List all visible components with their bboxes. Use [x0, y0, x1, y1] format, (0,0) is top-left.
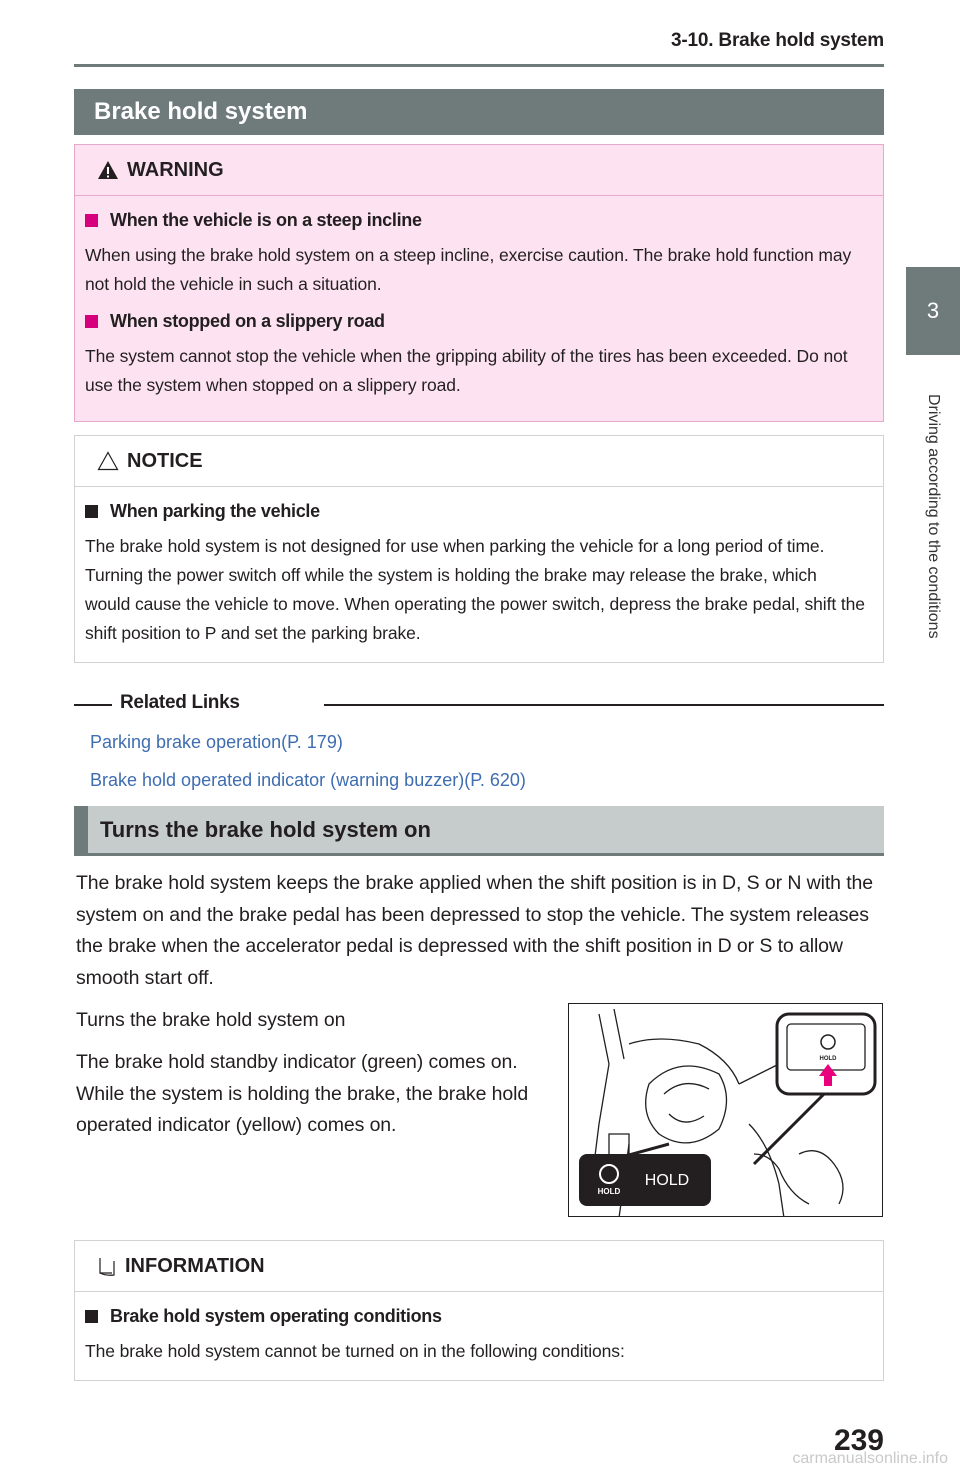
chapter-tab[interactable] [906, 267, 960, 355]
section-header-title: 3-10. Brake hold system [671, 30, 884, 51]
header-rule [74, 64, 884, 67]
warning-item-text: When using the brake hold system on a steep incline, exercise caution. The brake hold function may not hold the vehicle in such a situation. [85, 245, 852, 294]
warning-heading: WARNING [75, 145, 883, 196]
bullet-square-icon [85, 315, 98, 328]
notice-item-title: When parking the vehicle [85, 501, 865, 522]
svg-text:HOLD: HOLD [597, 1187, 621, 1196]
information-item-title: Brake hold system operating conditions [85, 1306, 865, 1327]
detail-paragraph: The brake hold standby indicator (green) comes on. While the system is holding the brake, the brake hold operated indicator (yellow) comes on. [76, 1051, 529, 1136]
bullet-square-icon [85, 505, 98, 518]
related-link-parking-brake[interactable]: Parking brake operation(P. 179) [90, 732, 343, 752]
intro-paragraph: The brake hold system keeps the brake applied when the shift position is in D, S or N with the system on and the brake pedal has been depressed to stop the vehicle. The system releases the brake when the accelerator pedal is depressed with the shift position in D or S to allow smooth start off. [76, 872, 874, 989]
related-links-header: Related Links [74, 692, 884, 718]
hold-indicator-text: HOLD [644, 1172, 690, 1189]
information-note-icon [97, 1255, 117, 1277]
page-title: Brake hold system [74, 89, 884, 135]
warning-item-text: The system cannot stop the vehicle when the gripping ability of the tires has been exceeded. Do not use the system when stopped on a slippery road. [85, 346, 848, 395]
information-box [74, 1240, 884, 1381]
notice-box [74, 435, 884, 663]
warning-item-title: When the vehicle is on a steep incline [85, 210, 865, 231]
notice-triangle-icon [97, 451, 119, 471]
warning-triangle-icon [97, 160, 119, 180]
bullet-square-icon [85, 214, 98, 227]
information-item-text: The brake hold system cannot be turned on in the following conditions: [85, 1341, 625, 1361]
notice-heading: NOTICE [75, 436, 883, 487]
subsection-title: Turns the brake hold system on [74, 806, 884, 856]
dashboard-illustration [569, 1004, 883, 1217]
chapter-number: 3 [926, 298, 940, 323]
warning-box [74, 144, 884, 422]
step-text: Turns the brake hold system on [76, 1009, 346, 1031]
brake-hold-illustration [568, 1003, 883, 1217]
notice-item-text: The brake hold system is not designed for use when parking the vehicle for a long period of time. Turning the power switch off while the system is holding the brake may release the brake, which would cause the vehicle to move. When operating the power switch, depress the brake pedal, shift the shift position to P and set the parking brake. [85, 536, 865, 643]
information-heading: INFORMATION [75, 1241, 883, 1292]
bullet-square-icon [85, 1310, 98, 1323]
warning-item-title: When stopped on a slippery road [85, 311, 865, 332]
chapter-label: Driving according to the conditions [925, 393, 942, 639]
button-caption: HOLD [819, 1056, 837, 1062]
watermark: carmanualsonline.info [792, 1450, 948, 1467]
page-number: 239 [833, 1424, 884, 1457]
related-link-brake-hold-indicator[interactable]: Brake hold operated indicator (warning buzzer)(P. 620) [90, 770, 526, 790]
